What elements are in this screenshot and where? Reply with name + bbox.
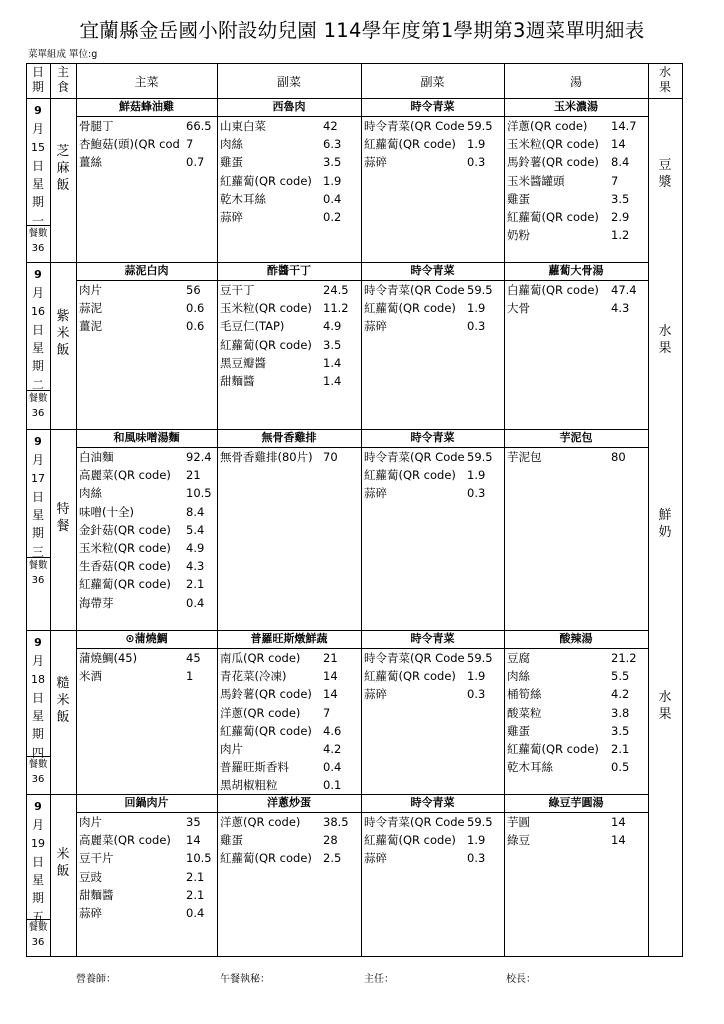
staple-char: 紫: [56, 309, 70, 324]
ingredient-name: 紅蘿蔔(QR code): [364, 137, 456, 152]
fruit-char: 漿: [658, 175, 672, 190]
ingredient-name: 蒜碎: [364, 155, 387, 170]
ingredient-amount: 5.5: [611, 669, 630, 684]
ingredient-amount: 14: [323, 669, 338, 684]
fruit-char: 果: [658, 707, 672, 722]
ingredient-name: 芋圓: [507, 815, 530, 829]
dish-name-soup: 蘿蔔大骨湯: [548, 264, 604, 277]
ingredient-amount: 0.1: [323, 778, 342, 793]
fruit-cell: [648, 507, 682, 541]
dish-name-side2: 時令青菜: [410, 264, 455, 277]
ingredient-amount: 56: [186, 283, 201, 297]
header-side2: 副菜: [420, 75, 445, 89]
date-char: 日: [31, 322, 44, 337]
date-char: 日: [31, 489, 44, 504]
ingredient-amount: 0.3: [467, 851, 486, 866]
ingredient-name: 蒲燒鯛(45): [79, 651, 138, 665]
ingredient-name: 玉米粒(QR code): [220, 301, 312, 316]
ingredient-name: 蒜碎: [364, 687, 387, 702]
staple-char: 飯: [56, 709, 70, 725]
dish-name-side2: 時令青菜: [410, 632, 455, 645]
date-char: 期: [31, 727, 44, 742]
date-char: 星: [31, 508, 44, 523]
ingredient-name: 海帶芽: [79, 595, 114, 610]
ingredient-name: 米酒: [79, 669, 102, 684]
ingredient-amount: 10.5: [186, 851, 212, 866]
page-title: 宜蘭縣金岳國小附設幼兒園 114學年度第1學期第3週菜單明細表: [79, 19, 645, 42]
signature-label: 校長：: [506, 974, 536, 985]
ingredient-name: 黑胡椒粗粒: [220, 778, 278, 793]
ingredient-name: 蒜泥: [79, 301, 102, 316]
date-char: 9: [34, 435, 42, 448]
date-char: 二: [31, 377, 44, 392]
ingredient-amount: 38.5: [323, 815, 349, 829]
ingredient-name: 桶筍絲: [507, 687, 542, 702]
ingredient-amount: 24.5: [323, 283, 349, 297]
ingredient-name: 紅蘿蔔(QR code): [507, 210, 599, 224]
ingredient-amount: 21: [186, 468, 201, 483]
ingredient-name: 紅蘿蔔(QR code): [220, 723, 312, 738]
date-char: 17: [31, 471, 45, 485]
ingredient-amount: 1: [186, 669, 194, 684]
ingredient-name: 骨腿丁: [79, 119, 114, 133]
staple-char: 特: [56, 501, 70, 517]
ingredient-amount: 0.3: [467, 155, 486, 170]
ingredient-name: 蒜碎: [364, 486, 387, 501]
staple-char: 麻: [56, 160, 70, 176]
ingredient-name: 肉絲: [79, 486, 102, 501]
ingredient-amount: 59.5: [467, 450, 493, 464]
ingredient-amount: 4.9: [186, 541, 205, 555]
unit-note: 菜單組成 單位:g: [28, 49, 98, 60]
date-cell: [26, 634, 50, 762]
date-char: 四: [31, 745, 44, 760]
ingredient-name: 薑絲: [79, 155, 102, 170]
ingredient-amount: 2.5: [323, 851, 342, 866]
fruit-cell: [648, 689, 682, 723]
ingredient-name: 肉片: [79, 815, 102, 829]
ingredient-amount: 3.8: [611, 705, 630, 720]
ingredient-amount: 1.2: [611, 228, 630, 243]
ingredient-amount: 1.9: [467, 301, 486, 316]
column-divider: [361, 63, 362, 956]
table-border-bottom: [26, 956, 683, 957]
fruit-cell: [648, 323, 682, 357]
ingredient-name: 豆腐: [507, 651, 530, 665]
date-char: 月: [31, 453, 44, 468]
dish-name-soup: 綠豆芋圓湯: [548, 796, 604, 809]
ingredient-name: 白油麵: [79, 450, 114, 464]
ingredient-amount: 3.5: [323, 155, 342, 170]
ingredient-name: 洋蔥(QR code): [220, 815, 301, 829]
ingredient-amount: 0.5: [611, 760, 630, 775]
ingredient-amount: 2.1: [186, 869, 205, 884]
ingredient-amount: 5.4: [186, 522, 205, 537]
fruit-char: 奶: [658, 524, 672, 540]
ingredient-amount: 14: [323, 687, 338, 702]
ingredient-name: 時令青菜(QR Code: [364, 815, 465, 829]
ingredient-name: 高麗菜(QR code): [79, 833, 171, 848]
ingredient-name: 南瓜(QR code): [220, 651, 301, 665]
ingredient-amount: 0.3: [467, 687, 486, 702]
signature-label: 午餐執秘：: [220, 974, 270, 985]
ingredient-amount: 47.4: [611, 283, 637, 297]
ingredient-amount: 59.5: [467, 283, 493, 297]
dish-name-side1: 西魯肉: [272, 100, 306, 113]
ingredient-amount: 3.5: [611, 191, 630, 206]
ingredient-amount: 2.1: [611, 742, 630, 756]
dish-name-main: 回鍋肉片: [124, 796, 169, 809]
ingredient-name: 雞蛋: [220, 833, 243, 848]
ingredient-amount: 2.9: [611, 210, 630, 224]
fruit-char: 水: [658, 690, 672, 705]
ingredient-amount: 28: [323, 833, 338, 848]
ingredient-amount: 1.4: [323, 355, 342, 370]
servings-count: 36: [31, 575, 45, 586]
staple-char: 米: [56, 326, 70, 341]
ingredient-name: 乾木耳絲: [507, 760, 553, 775]
date-char: 日: [31, 158, 44, 173]
date-char: 期: [31, 526, 44, 541]
date-char: 期: [31, 359, 44, 374]
ingredient-amount: 8.4: [186, 504, 205, 519]
servings-label: 餐數: [28, 393, 48, 404]
date-char: 三: [31, 544, 44, 559]
ingredient-name: 大骨: [507, 301, 530, 316]
date-char: 9: [34, 800, 42, 813]
ingredient-name: 黑豆瓣醬: [220, 355, 266, 370]
ingredient-amount: 1.9: [323, 173, 342, 188]
ingredient-amount: 21.2: [611, 651, 637, 665]
ingredient-name: 薑泥: [79, 319, 102, 334]
ingredient-name: 肉片: [79, 283, 102, 297]
ingredient-name: 紅蘿蔔(QR code): [220, 851, 312, 866]
table-border-top: [26, 63, 682, 64]
date-char: 16: [31, 304, 45, 318]
ingredient-amount: 14: [611, 137, 626, 152]
staple-cell: [50, 675, 76, 726]
ingredient-name: 蒜碎: [364, 319, 387, 334]
date-char: 星: [31, 341, 44, 356]
ingredient-amount: 4.2: [611, 687, 630, 702]
dish-name-soup: 酸辣湯: [559, 632, 593, 645]
date-char: 星: [31, 177, 44, 192]
ingredient-name: 紅蘿蔔(QR code): [364, 833, 456, 848]
ingredient-amount: 14.7: [611, 119, 637, 133]
date-char: 期: [31, 891, 44, 906]
ingredient-amount: 14: [611, 815, 626, 829]
ingredient-name: 肉絲: [507, 669, 530, 684]
date-cell: [26, 102, 50, 230]
ingredient-name: 肉片: [220, 742, 243, 756]
ingredient-name: 奶粉: [507, 228, 530, 243]
ingredient-amount: 21: [323, 651, 338, 665]
date-char: 18: [31, 672, 45, 686]
staple-cell: [50, 143, 76, 194]
date-char: 9: [34, 636, 42, 649]
staple-char: 芝: [56, 143, 70, 159]
ingredient-amount: 0.4: [186, 595, 205, 610]
dish-name-main: ⊙蒲燒鯛: [125, 632, 168, 645]
ingredient-name: 味噌(十全): [79, 504, 134, 519]
ingredient-amount: 92.4: [186, 450, 212, 464]
dish-name-side2: 時令青菜: [410, 100, 455, 113]
ingredient-amount: 11.2: [323, 301, 349, 316]
ingredient-name: 馬鈴薯(QR code): [507, 155, 599, 170]
staple-cell: [50, 846, 76, 880]
ingredient-amount: 14: [186, 833, 201, 848]
date-char: 一: [31, 213, 44, 228]
servings-label: 餐數: [28, 759, 48, 770]
dish-name-soup: 玉米濃湯: [554, 100, 598, 113]
ingredient-name: 青花菜(冷凍): [220, 669, 287, 684]
ingredient-name: 無骨香雞排(80片): [220, 450, 313, 464]
fruit-cell: [648, 157, 682, 191]
ingredient-amount: 1.9: [467, 833, 486, 848]
ingredient-name: 紅蘿蔔(QR code): [220, 173, 312, 188]
date-char: 星: [31, 709, 44, 724]
ingredient-name: 紅蘿蔔(QR code): [220, 337, 312, 352]
servings-label: 餐數: [28, 560, 48, 571]
date-char: 15: [31, 140, 45, 154]
dish-name-side1: 無骨香雞排: [261, 431, 317, 444]
ingredient-name: 豆豉: [79, 869, 102, 884]
date-cell: [26, 798, 50, 926]
ingredient-amount: 0.6: [186, 301, 205, 316]
servings-label: 餐數: [28, 922, 48, 933]
date-cell: [26, 433, 50, 561]
column-divider: [76, 63, 77, 956]
ingredient-name: 甜麵醬: [220, 374, 255, 388]
dish-name-soup: 芋泥包: [559, 431, 593, 444]
ingredient-amount: 0.6: [186, 319, 205, 334]
fruit-char: 豆: [658, 158, 672, 173]
dish-name-side1: 洋蔥炒蛋: [267, 796, 311, 809]
ingredient-amount: 7: [186, 137, 194, 152]
ingredient-amount: 66.5: [186, 119, 212, 133]
ingredient-amount: 14: [611, 833, 626, 848]
ingredient-amount: 45: [186, 651, 201, 665]
ingredient-name: 紅蘿蔔(QR code): [364, 301, 456, 316]
dish-name-side1: 普羅旺斯燉鮮蔬: [250, 632, 328, 645]
table-border-right: [682, 63, 683, 956]
date-cell: [26, 266, 50, 394]
ingredient-amount: 10.5: [186, 486, 212, 501]
ingredient-name: 蒜碎: [364, 851, 387, 866]
ingredient-name: 芋泥包: [507, 450, 542, 464]
column-divider: [504, 63, 505, 956]
ingredient-name: 肉絲: [220, 137, 243, 152]
staple-char: 餐: [56, 518, 70, 534]
ingredient-name: 普羅旺斯香料: [220, 760, 289, 775]
ingredient-amount: 2.1: [186, 887, 205, 902]
ingredient-amount: 1.9: [467, 669, 486, 684]
ingredient-amount: 8.4: [611, 155, 630, 170]
ingredient-name: 杏鮑菇(頭)(QR cod: [79, 137, 180, 152]
dish-name-side2: 時令青菜: [410, 431, 455, 444]
ingredient-name: 蒜碎: [220, 210, 243, 224]
ingredient-amount: 0.2: [323, 210, 342, 224]
date-char: 月: [31, 818, 44, 833]
date-char: 月: [31, 286, 44, 301]
ingredient-amount: 59.5: [467, 651, 493, 665]
ingredient-amount: 1.9: [467, 468, 486, 483]
header-soup: 湯: [569, 75, 582, 89]
date-char: 9: [34, 268, 42, 281]
ingredient-name: 洋蔥(QR code): [507, 119, 588, 133]
staple-cell: [50, 501, 76, 535]
date-char: 9: [34, 104, 42, 117]
column-divider: [217, 63, 218, 956]
ingredient-name: 生香菇(QR code): [79, 559, 171, 574]
ingredient-name: 綠豆: [507, 833, 530, 848]
ingredient-amount: 4.3: [186, 559, 205, 574]
fruit-char: 果: [658, 340, 672, 356]
ingredient-amount: 7: [611, 173, 619, 188]
ingredient-name: 紅蘿蔔(QR code): [507, 742, 599, 756]
ingredient-name: 乾木耳絲: [220, 191, 266, 206]
ingredient-name: 高麗菜(QR code): [79, 468, 171, 483]
date-char: 星: [31, 873, 44, 888]
ingredient-name: 豆干片: [79, 851, 114, 866]
dish-name-side1: 酢醬干丁: [267, 264, 311, 277]
header-main: 主菜: [134, 75, 159, 89]
servings-count: 36: [31, 243, 45, 254]
ingredient-name: 紅蘿蔔(QR code): [79, 577, 171, 592]
ingredient-amount: 59.5: [467, 815, 493, 829]
ingredient-name: 豆干丁: [220, 283, 255, 297]
header-date: 日 期: [31, 65, 44, 94]
ingredient-name: 毛豆仁(TAP): [220, 319, 285, 334]
staple-char: 飯: [56, 177, 70, 193]
ingredient-amount: 0.4: [323, 191, 342, 206]
ingredient-amount: 4.6: [323, 723, 342, 738]
staple-char: 米: [56, 847, 70, 862]
servings-count: 36: [31, 774, 45, 785]
signature-label: 營養師：: [76, 974, 116, 985]
date-char: 日: [31, 854, 44, 869]
ingredient-name: 玉米醬罐頭: [507, 173, 565, 188]
ingredient-amount: 3.5: [323, 337, 342, 352]
ingredient-name: 金針菇(QR code): [79, 522, 171, 537]
ingredient-name: 洋蔥(QR code): [220, 705, 301, 720]
ingredient-amount: 7: [323, 705, 331, 720]
date-char: 月: [31, 654, 44, 669]
ingredient-name: 紅蘿蔔(QR code): [364, 669, 456, 684]
ingredient-name: 馬鈴薯(QR code): [220, 687, 312, 702]
ingredient-amount: 1.9: [467, 137, 486, 152]
signature-label: 主任：: [364, 974, 394, 985]
ingredient-name: 雞蛋: [507, 191, 530, 206]
ingredient-name: 時令青菜(QR Code: [364, 450, 465, 464]
date-char: 期: [31, 195, 44, 210]
ingredient-name: 山東白菜: [220, 119, 266, 133]
ingredient-name: 時令青菜(QR Code: [364, 119, 465, 133]
date-char: 日: [31, 690, 44, 705]
date-char: 五: [31, 909, 44, 924]
dish-name-main: 蒜泥白肉: [124, 264, 169, 277]
ingredient-name: 時令青菜(QR Code: [364, 283, 465, 297]
ingredient-amount: 0.7: [186, 155, 205, 170]
servings-label: 餐數: [28, 228, 48, 239]
ingredient-name: 玉米粒(QR code): [507, 137, 599, 152]
fruit-char: 水: [658, 323, 672, 339]
ingredient-amount: 0.3: [467, 319, 486, 334]
ingredient-amount: 35: [186, 815, 201, 829]
ingredient-amount: 4.3: [611, 301, 630, 316]
ingredient-amount: 0.4: [186, 906, 205, 920]
staple-char: 飯: [56, 864, 70, 879]
fruit-char: 鮮: [658, 507, 672, 523]
ingredient-amount: 2.1: [186, 577, 205, 592]
staple-char: 飯: [56, 343, 70, 358]
ingredient-name: 雞蛋: [220, 155, 243, 170]
ingredient-amount: 4.2: [323, 742, 342, 756]
header-fruit: 水 果: [658, 65, 671, 94]
ingredient-amount: 3.5: [611, 723, 630, 738]
ingredient-name: 玉米粒(QR code): [79, 541, 171, 555]
servings-count: 36: [31, 408, 45, 419]
ingredient-name: 酸菜粒: [507, 705, 542, 720]
staple-char: 糙: [56, 675, 70, 691]
header-side1: 副菜: [276, 75, 301, 89]
ingredient-name: 甜麵醬: [79, 887, 114, 902]
header-staple: 主 食: [56, 65, 69, 94]
ingredient-name: 時令青菜(QR Code: [364, 651, 465, 665]
ingredient-name: 白蘿蔔(QR code): [507, 283, 599, 297]
dish-name-main: 鮮菇蜂油雞: [119, 100, 174, 113]
ingredient-amount: 59.5: [467, 119, 493, 133]
date-char: 月: [31, 122, 44, 137]
ingredient-amount: 6.3: [323, 137, 342, 152]
ingredient-name: 雞蛋: [507, 723, 530, 738]
ingredient-amount: 1.4: [323, 374, 342, 388]
staple-cell: [50, 308, 76, 359]
ingredient-amount: 42: [323, 119, 338, 133]
ingredient-amount: 70: [323, 450, 338, 464]
menu-table: [26, 63, 682, 956]
ingredient-amount: 0.4: [323, 760, 342, 775]
staple-char: 米: [56, 692, 70, 708]
ingredient-amount: 4.9: [323, 319, 342, 334]
dish-name-side2: 時令青菜: [410, 796, 455, 809]
dish-name-main: 和風味噌湯麵: [113, 431, 180, 444]
servings-count: 36: [31, 937, 45, 948]
ingredient-amount: 80: [611, 450, 626, 464]
ingredient-name: 蒜碎: [79, 906, 102, 920]
ingredient-amount: 0.3: [467, 486, 486, 501]
ingredient-name: 紅蘿蔔(QR code): [364, 468, 456, 483]
date-char: 19: [31, 836, 45, 850]
